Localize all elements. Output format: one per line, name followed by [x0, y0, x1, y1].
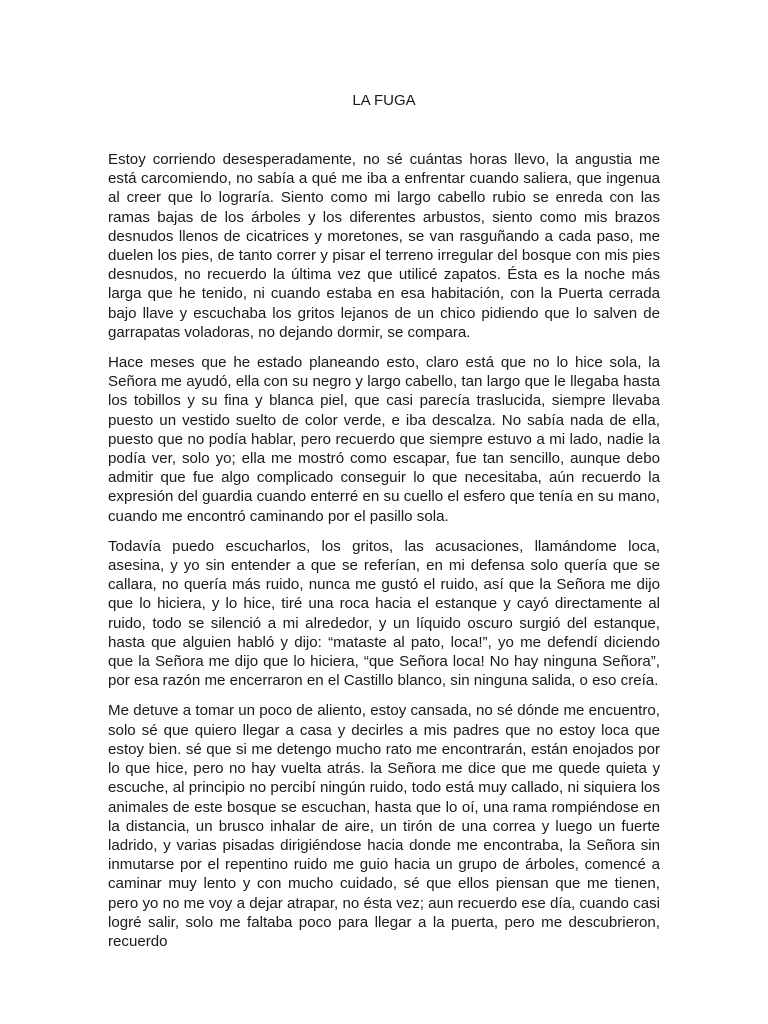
paragraph-4: Me detuve a tomar un poco de aliento, estoy cansada, no sé dónde me encuentro, solo sé que quiero llegar a casa y decirles a mis padres que no estoy loca que estoy bien. sé que si me detengo mucho rato me encontrarán, están enojados por lo que hice, pero no hay vuelta atrás. la Señora me dice que me quede quieta y escuche, al principio no percibí ningún ruido, todo está muy callado, ni siquiera los animales de este bosque se escuchan, hasta que lo oí, una rama rompiéndose en la distancia, un brusco inhalar de aire, un tirón de una correa y luego un fuerte ladrido, y varias pisadas dirigiéndose hacia donde me encontraba, la Señora sin inmutarse por el repentino ruido me guio hacia un grupo de árboles, comencé a caminar muy lento y con mucho cuidado, sé que ellos piensan que me tienen, pero yo no me voy a dejar atrapar, no ésta vez; aun recuerdo ese día, cuando casi logré salir, solo me faltaba poco para llegar a la puerta, pero me descubrieron, recuerdo — [108, 702, 660, 950]
paragraph-3: Todavía puedo escucharlos, los gritos, las acusaciones, llamándome loca, asesina, y yo sin entender a que se referían, en mi defensa solo quería que se callara, no quería más ruido, nunca me gustó el ruido, así que la Señora me dijo que lo hiciera, y lo hice, tiré una roca hacia el estanque y cayó directamente al ruido, todo se silenció a mi alrededor, y un líquido oscuro surgió del estanque, hasta que alguien habló y dijo: “mataste al pato, loca!”, yo me defendí diciendo que la Señora me dijo que lo hiciera, “que Señora loca! No hay ninguna Señora”, por esa razón me encerraron en el Castillo blanco, sin ninguna salida, o eso creía. — [108, 537, 660, 690]
document-body — [108, 150, 660, 962]
paragraph-1: Estoy corriendo desesperadamente, no sé cuántas horas llevo, la angustia me está carcomiendo, no sabía a qué me iba a enfrentar cuando saliera, que ingenua al creer que lo lograría. Siento como mi largo cabello rubio se enreda con las ramas bajas de los árboles y los diferentes arbustos, siento como mis brazos desnudos llenos de cicatrices y moretones, se van rasguñando a cada paso, me duelen los pies, de tanto correr y pisar el terreno irregular del bosque con mis pies desnudos, no recuerdo la última vez que utilicé zapatos. Ésta es la noche más larga que he tenido, ni cuando estaba en esa habitación, con la Puerta cerrada bajo llave y escuchaba los gritos lejanos de un chico pidiendo que lo salven de garrapatas voladoras, no dejando dormir, se compara. — [108, 151, 660, 341]
paragraph-2: Hace meses que he estado planeando esto, claro está que no lo hice sola, la Señora me ayudó, ella con su negro y largo cabello, tan largo que le llegaba hasta los tobillos y su fina y blanca piel, que casi parecía traslucida, siempre llevaba puesto un vestido suelto de color verde, e iba descalza. No sabía nada de ella, puesto que no podía hablar, pero recuerdo que siempre estuvo a mi lado, nadie la podía ver, solo yo; ella me mostró como escapar, fue tan sencillo, aunque debo admitir que fue algo complicado conseguir lo que necesitaba, aún recuerdo la expresión del guardia cuando enterré en su cuello el esfero que tenía en su mano, cuando me encontró caminando por el pasillo sola. — [108, 354, 660, 525]
document-title: LA FUGA — [352, 92, 416, 109]
